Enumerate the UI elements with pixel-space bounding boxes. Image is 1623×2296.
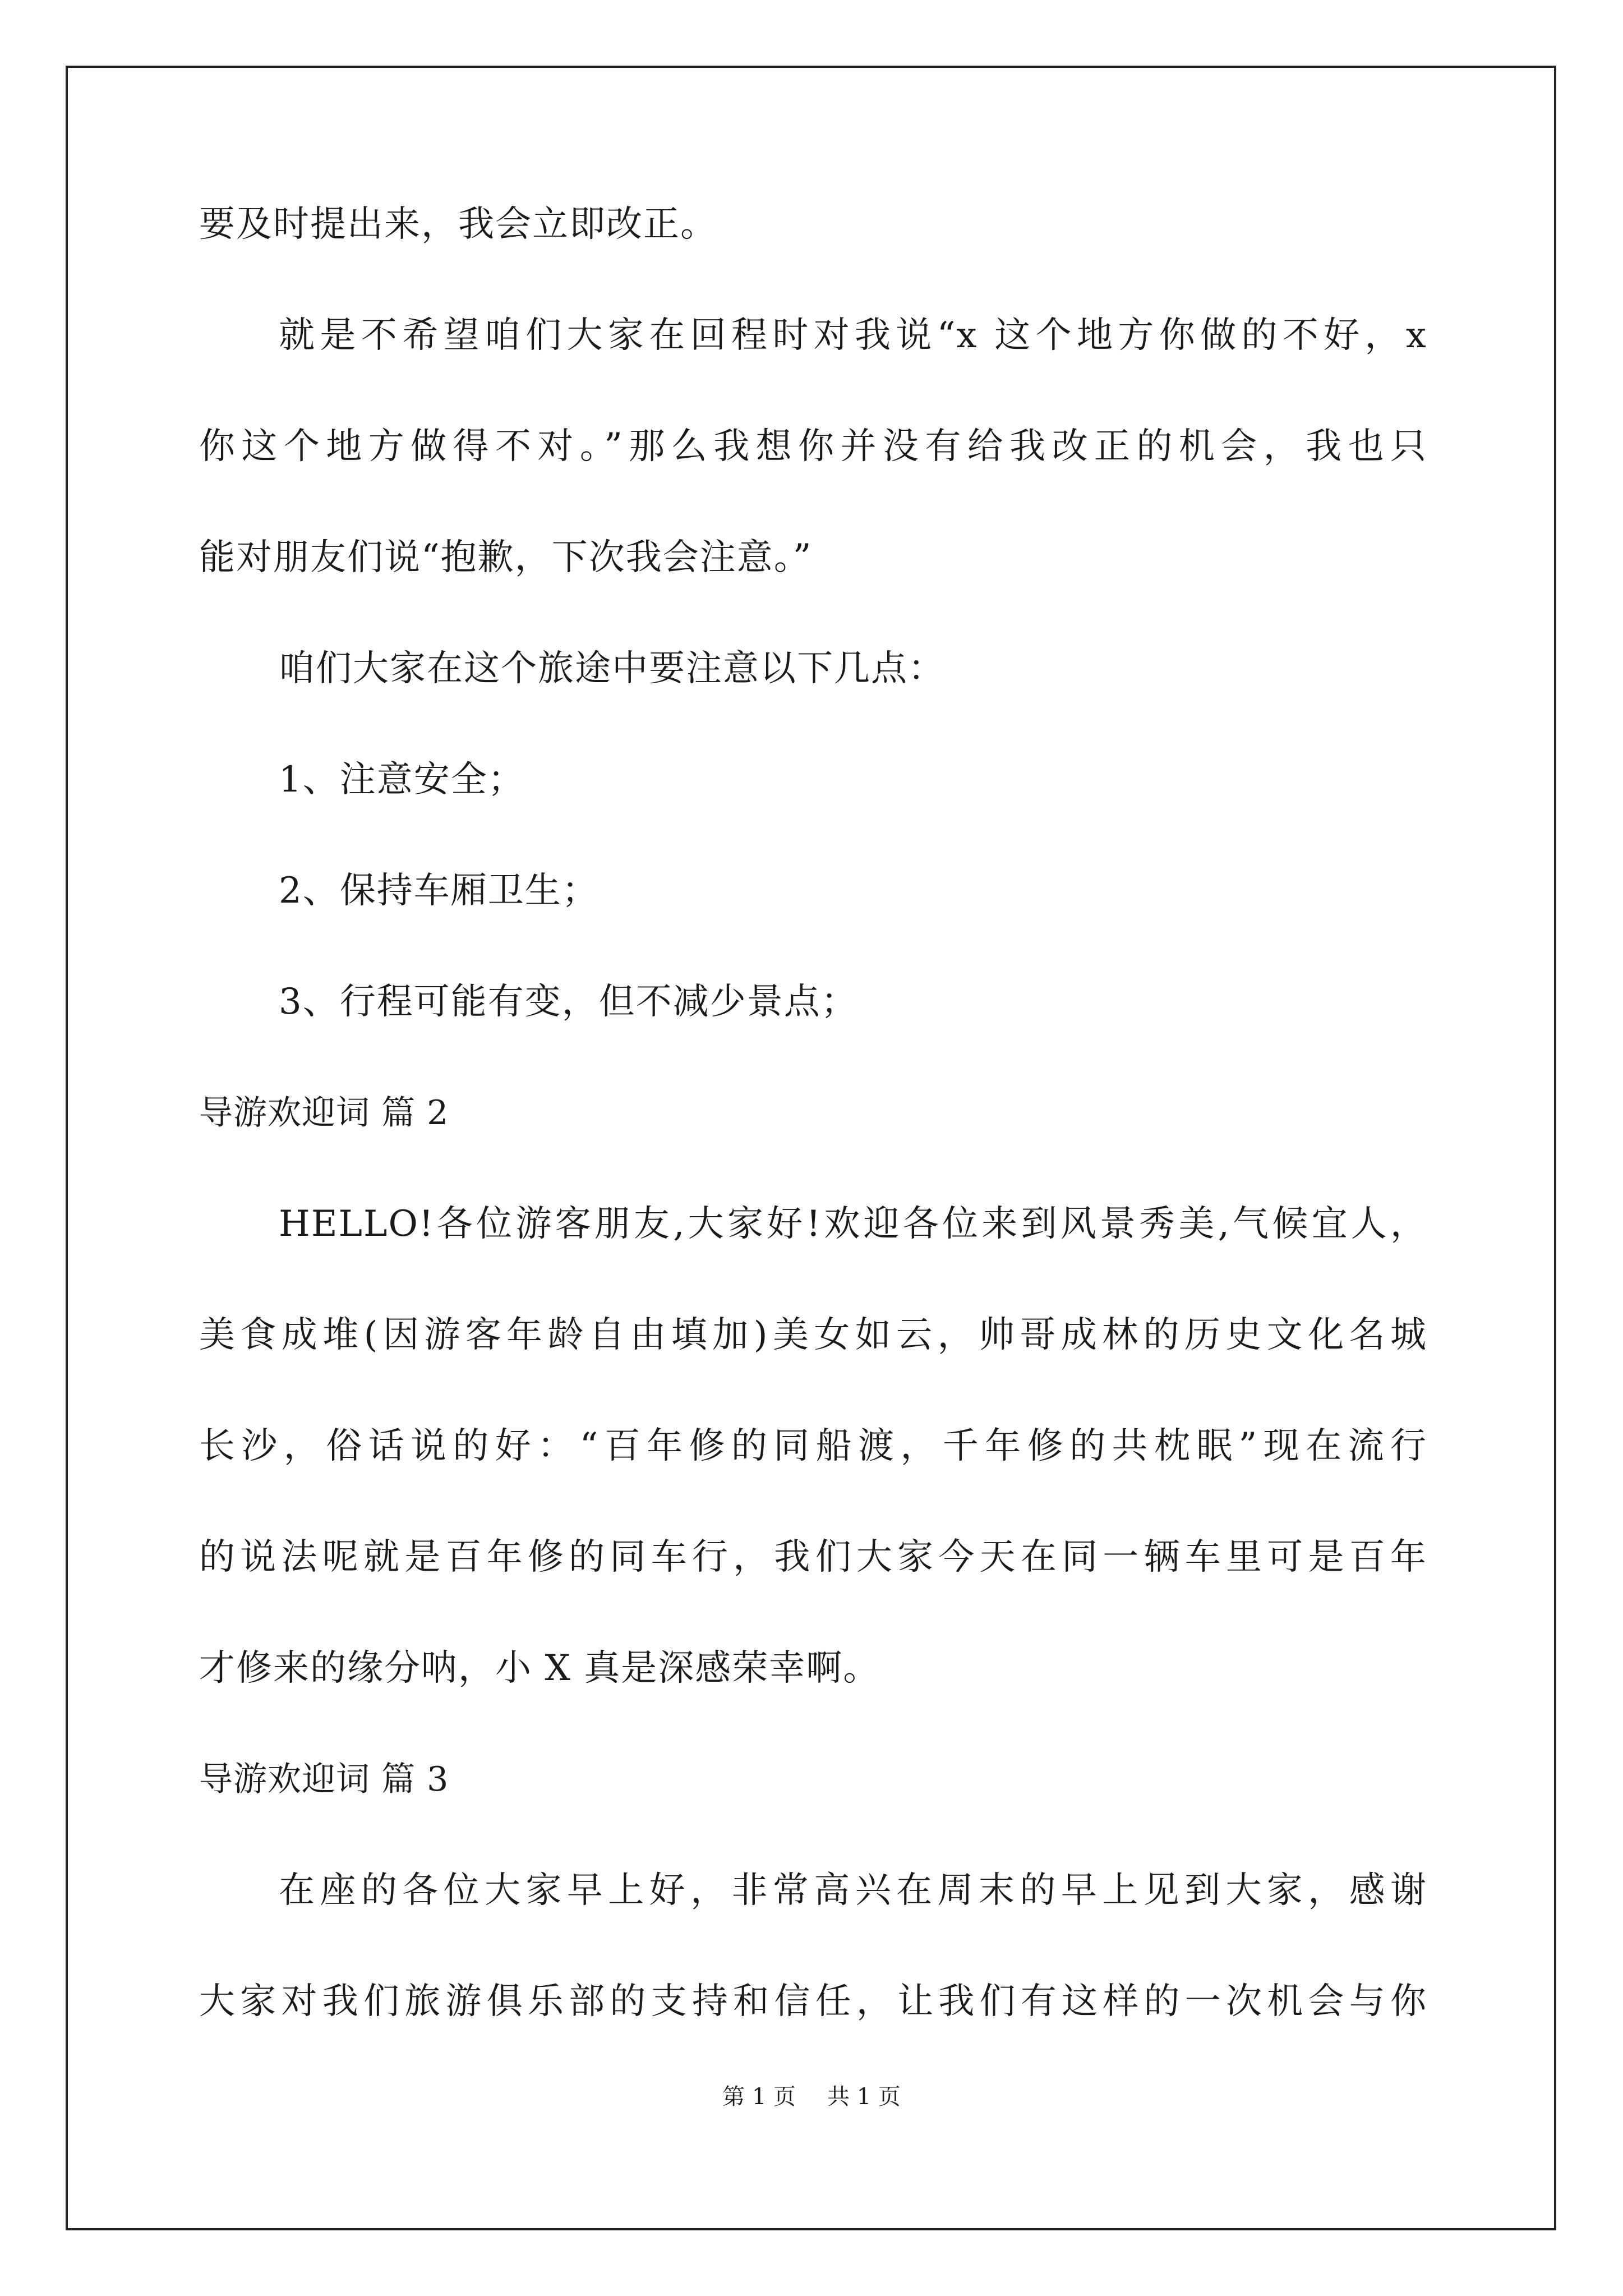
page-number-total: 共 1 页 — [827, 2084, 901, 2110]
section-heading: 导游欢迎词 篇 2 — [199, 1093, 449, 1133]
section-heading: 导游欢迎词 篇 3 — [199, 1760, 449, 1799]
paragraph-line: 大家对我们旅游俱乐部的支持和信任，让我们有这样的一次机会与你 — [199, 1981, 1427, 2022]
paragraph-line: 的说法呢就是百年修的同车行，我们大家今天在同一辆车里可是百年 — [199, 1536, 1427, 1578]
list-item: 2、保持车厢卫生； — [279, 870, 599, 912]
paragraph-line: 你这个地方做得不对。”那么我想你并没有给我改正的机会，我也只 — [199, 426, 1427, 467]
list-item: 3、行程可能有变，但不减少景点； — [279, 981, 858, 1023]
paragraph-line: 长沙，俗话说的好：“百年修的同船渡，千年修的共枕眠”现在流行 — [199, 1425, 1427, 1467]
paragraph-line: 咱们大家在这个旅途中要注意以下几点： — [279, 648, 945, 689]
paragraph-line: 才修来的缘分呐，小 X 真是深感荣幸啊。 — [199, 1648, 880, 1689]
page-footer — [0, 2083, 1623, 2111]
paragraph-line: 就是不希望咱们大家在回程时对我说“x 这个地方你做的不好，x — [279, 315, 1427, 356]
paragraph-line: HELLO!各位游客朋友,大家好!欢迎各位来到风景秀美,气候宜人， — [279, 1203, 1427, 1245]
paragraph-line: 美食成堆(因游客年龄自由填加)美女如云，帅哥成林的历史文化名城 — [199, 1314, 1427, 1356]
list-item: 1、注意安全； — [279, 759, 525, 800]
paragraph-line: 在座的各位大家早上好，非常高兴在周末的早上见到大家，感谢 — [279, 1870, 1427, 1911]
page-number-current: 第 1 页 — [722, 2084, 796, 2110]
paragraph-line: 能对朋友们说“抱歉，下次我会注意。” — [199, 537, 813, 578]
paragraph-line: 要及时提出来，我会立即改正。 — [199, 204, 717, 245]
